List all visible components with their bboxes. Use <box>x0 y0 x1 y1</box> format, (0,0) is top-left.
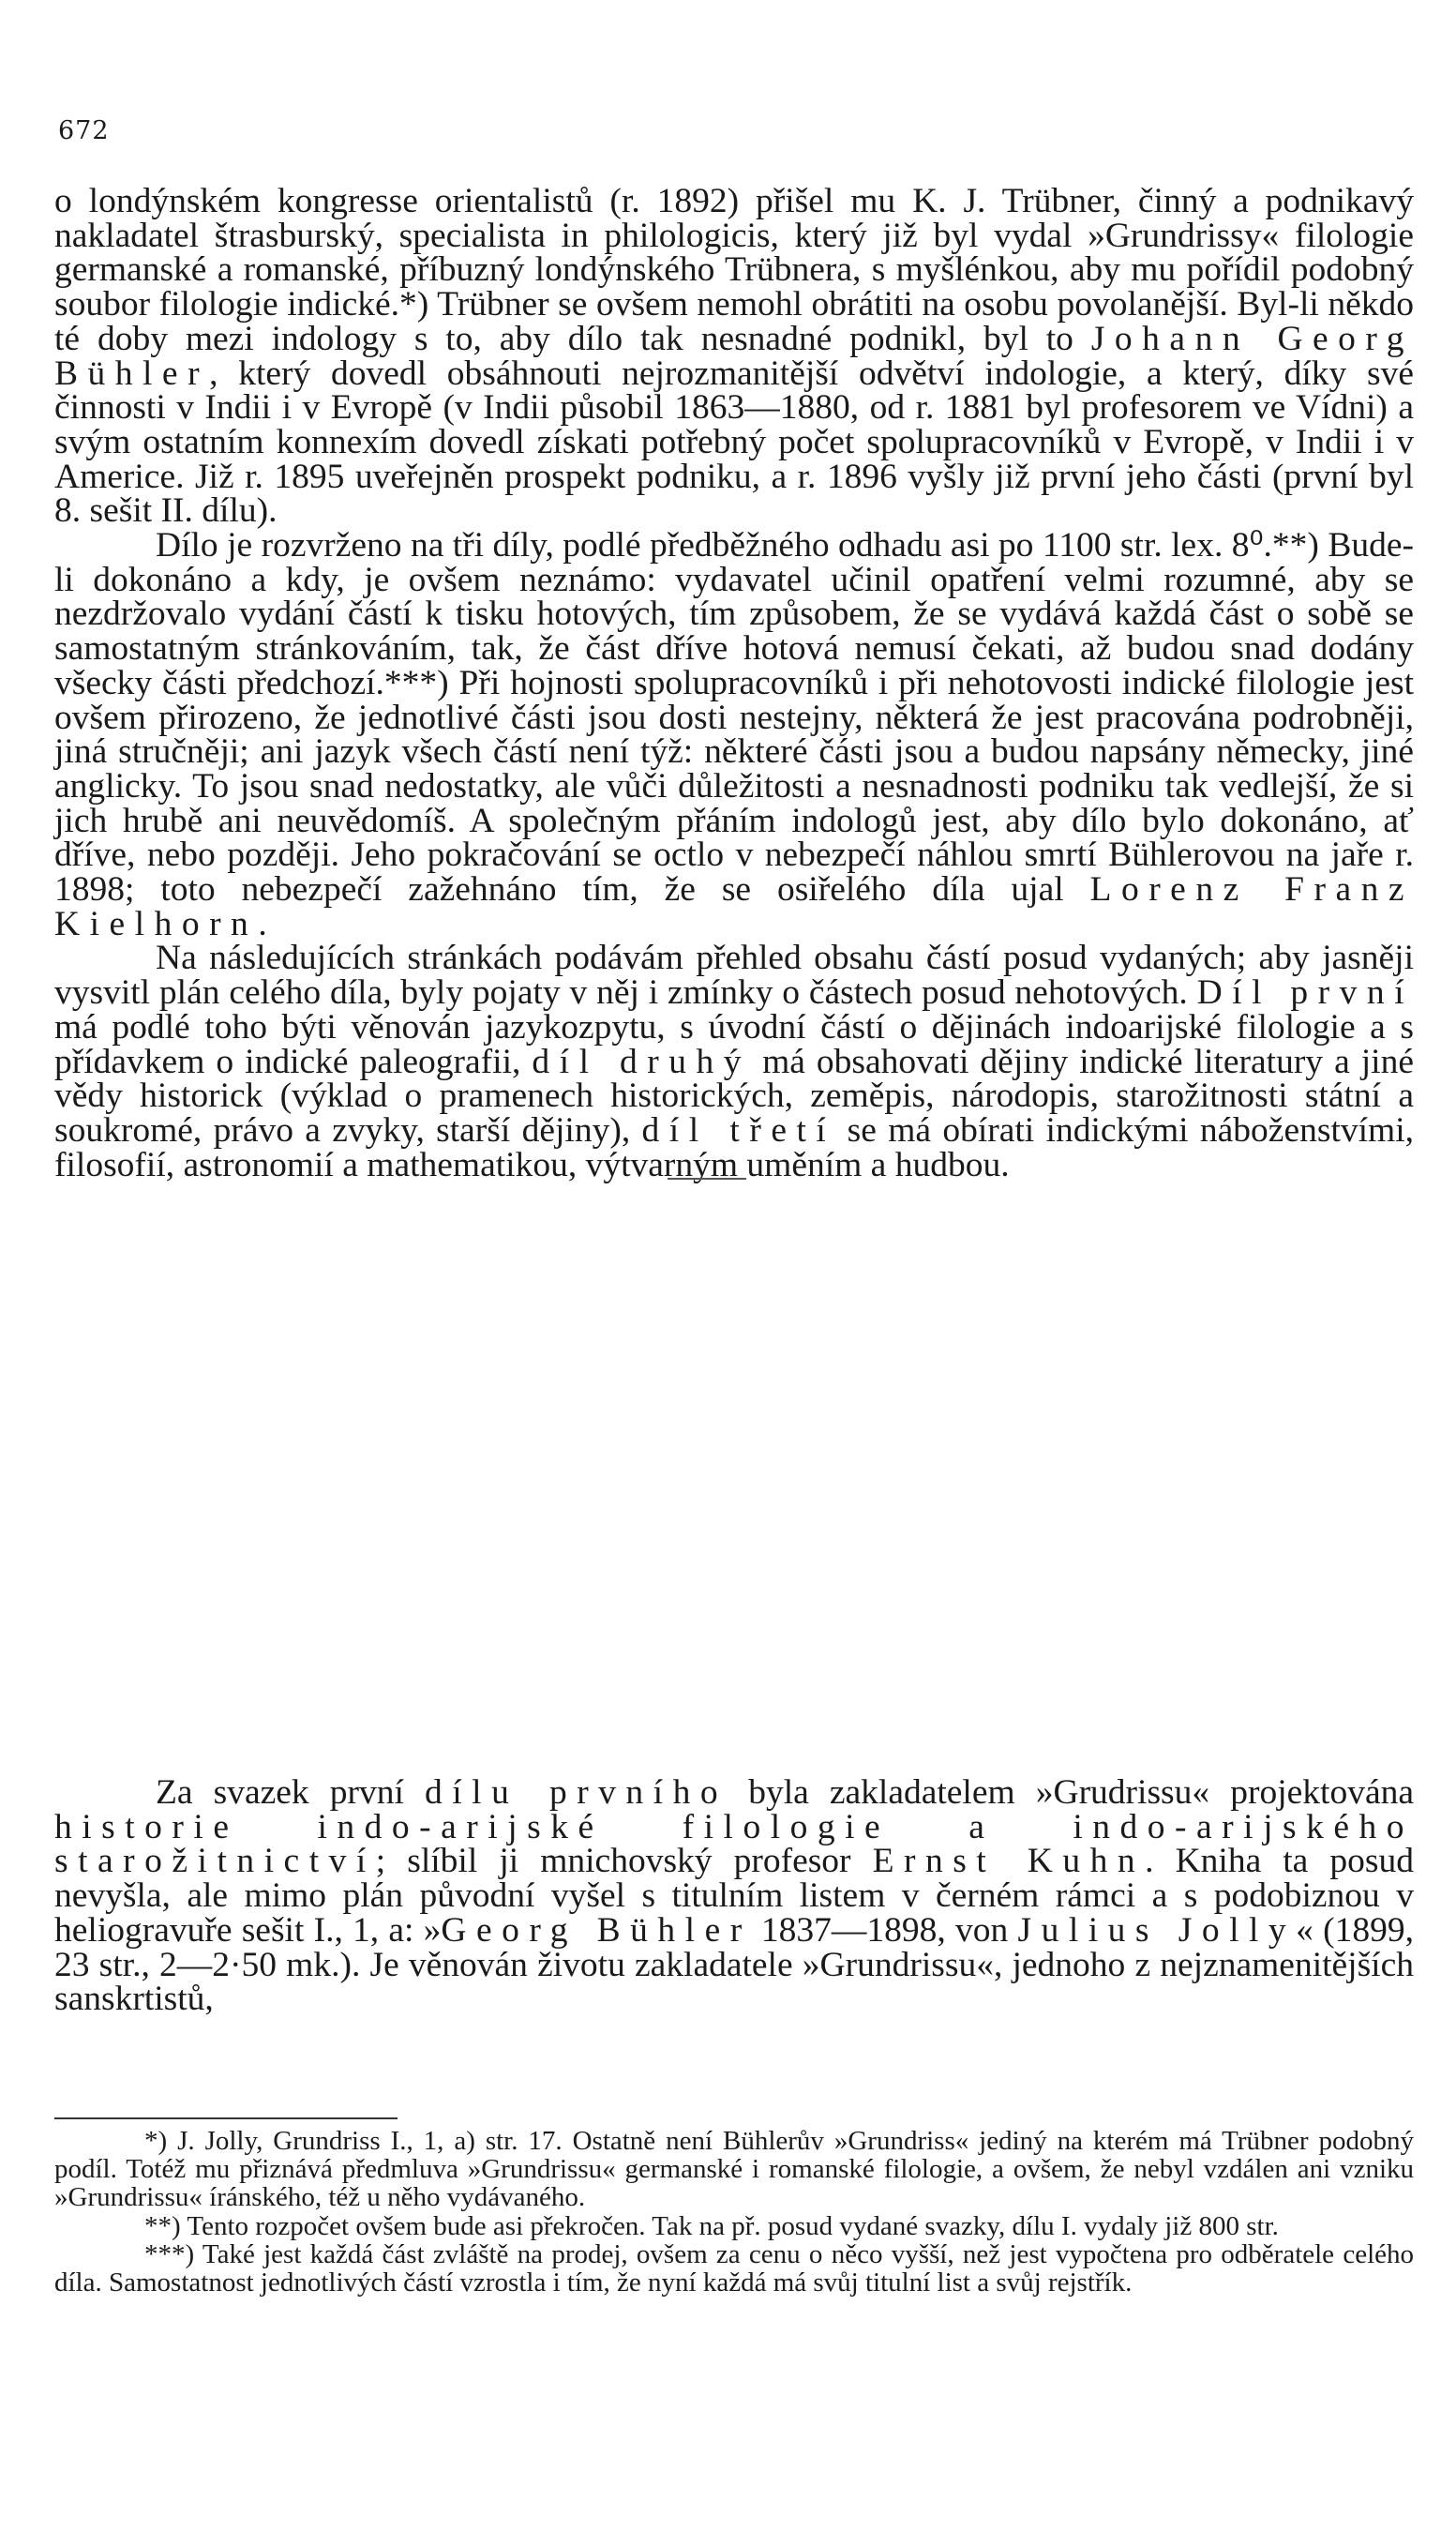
footnote-divider <box>54 2117 398 2119</box>
part-name: díl třetí <box>641 1110 836 1150</box>
footnote-1: *) J. Jolly, Grundriss I., 1, a) str. 17. Ostatně není Bühlerův »Grundriss« jediný na kterém má Trübner podobný podíl. Totéž mu přiznává předmluva »Grundrissu« germanské i romanské filologie, a ovšem, že nebyl vzdálen ani vzniku »Grundrissu« íránského, též u něho vydávaného. <box>54 2126 1414 2213</box>
person-name: Ernst Kuhn <box>872 1842 1146 1881</box>
person-name: Lorenz Franz Kielhorn <box>54 870 1414 943</box>
section-paragraph: Za svazek první dílu prvního byla zakladatelem »Grudrissu« projektována historie indo-arijské filologie a indo-arijského starožitnictví; slíbil ji mnichovský profesor Ernst Kuhn. Kniha ta posud nevyšla, ale mimo plán původní vyšel s titulním listem v černém rámci a s podobiznou v heliogravuře sešit I., 1, a: »Georg Bühler 1837—1898, von Julius Jolly« (1899, 23 str., 2—2·50 mk.). Je věnován životu zakladatele »Grundrissu«, jednoho z nejznamenitějších sanskrtistů, <box>54 1773 1415 2019</box>
paragraph-3: Na následujících stránkách podávám přehled obsahu částí posud vydaných; aby jasněji vysvitl plán celého díla, byly pojaty v něj i zmínky o částech posud nehotových. Díl první má podlé toho býti věnován jazykozpytu, s úvodní částí o dějinách indoarijské filologie a s přídavkem o indické paleografii, díl druhý má obsahovati dějiny indické literatury a jiné vědy historick (výklad o pramenech historických, zeměpis, národopis, starožitnosti státní a soukromé, právo a zvyky, starší dějiny), díl třetí se má obírati indickými náboženstvími, filosofií, astronomií a mathematikou, výtvarným uměním a hudbou. <box>54 939 1414 1184</box>
footnote-3: ***) Také jest každá část zvláště na prodej, ovšem za cenu o něco vyšší, než jest vypočtena pro odběratele celého díla. Samostatnost jednotlivých částí vzrostla i tím, že nyní každá má svůj titulní list a svůj rejstřík. <box>54 2238 1414 2298</box>
paragraph-1: o londýnském kongresse orientalistů (r. 1892) přišel mu K. J. Trübner, činný a podnikavý nakladatel štrasburský, specialista in philologicis, který již byl vydal »Grundrissy« filologie germanské a romanské, příbuzný londýnského Trübnera, s myšlénkou, aby mu pořídil podobný soubor filologie indické.*) Trübner se ovšem nemohl obrátiti na osobu povolanější. Byl-li někdo té doby mezi indology s to, aby dílo tak nesnadné podnikl, byl to Johann Georg Bühler, který dovedl obsáhnouti nejrozmanitější odvětví indologie, a který, díky své činnosti v Indii i v Evropě (v Indii působil 1863—1880, od r. 1881 byl profesorem ve Vídni) a svým ostatním konnexím dovedl získati potřebný počet spolupracovníků v Evropě, v Indii i v Americe. Již r. 1895 uveřejněn prospekt podniku, a r. 1896 vyšly již první jeho části (první byl 8. sešit II. dílu). <box>54 182 1414 531</box>
person-name: Johann Georg Bühler <box>54 319 1414 393</box>
work-title: historie indo-arijské filologie a indo-arijského starožitnictví <box>54 1807 1414 1881</box>
person-name: Julius Jolly <box>1017 1910 1297 1950</box>
footnotes <box>54 2127 1414 2297</box>
section-divider <box>668 1178 746 1180</box>
person-name: Georg Bühler <box>441 1910 752 1950</box>
main-text <box>54 182 1414 1184</box>
footnote-2: **) Tento rozpočet ovšem bude asi překročen. Tak na př. posud vydané svazky, dílu I. vydaly již 800 str. <box>144 2210 1279 2241</box>
paragraph-2: Dílo je rozvrženo na tři díly, podlé předběžného odhadu asi po 1100 str. lex. 8⁰.**) Bude-li dokonáno a kdy, je ovšem neznámo: vydavatel učinil opatření velmi rozumné, aby se nezdržovalo vydání částí k tisku hotových, tím způsobem, že se vydává každá část o sobě se samostatným stránkováním, tak, že část dříve hotová nemusí čekati, až budou snad dodány všecky části předchozí.***) Při hojnosti spolupracovníků i při nehotovosti indické filologie jest ovšem přirozeno, že jednotlivé části jsou dosti nestejny, některá že jest pracována podrobněji, jiná stručněji; ani jazyk všech částí není týž: některé části jsou a budou napsány německy, jiné anglicky. To jsou snad nedostatky, ale vůči důležitosti a nesnadnosti podniku tak vedlejší, že si jich hrubě ani neuvědomíš. A společným přáním indologů jest, aby dílo bylo dokonáno, ať dříve, nebo později. Jeho pokračování se octlo v nebezpečí náhlou smrtí Bühlerovou na jaře r. 1898; toto nebezpečí zažehnáno tím, že se osiřelého díla ujal Lorenz Franz Kielhorn. <box>54 526 1414 943</box>
section-text <box>54 1773 1415 2019</box>
part-name: dílu prvního <box>425 1773 728 1812</box>
page-number: 672 <box>58 116 110 145</box>
part-name: díl druhý <box>532 1042 752 1081</box>
part-name: Díl první <box>1196 973 1414 1013</box>
